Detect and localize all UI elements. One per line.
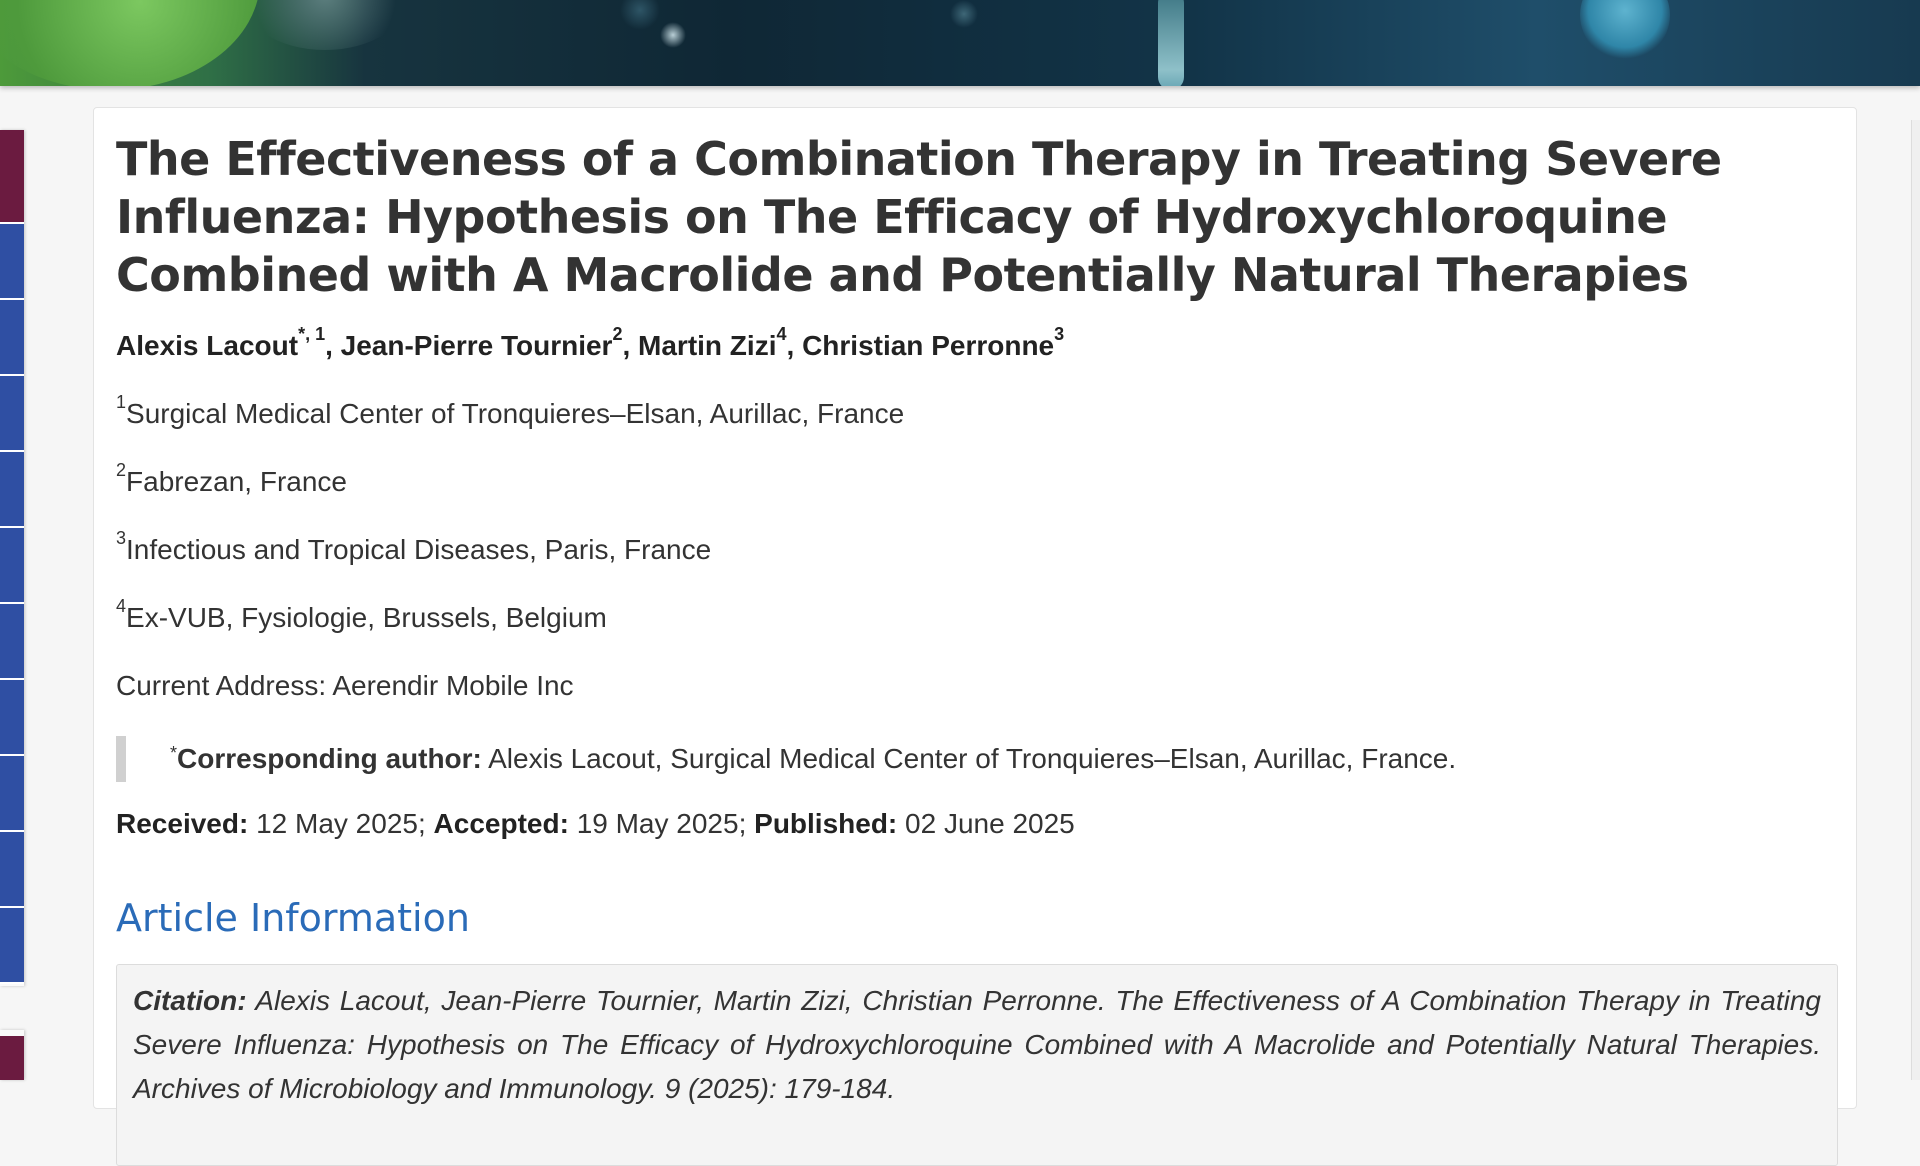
published-date: 02 June 2025 <box>905 808 1075 839</box>
sidebar-tab[interactable] <box>0 832 24 908</box>
affiliation <box>116 392 905 430</box>
affiliation-text: Fabrezan, France <box>126 466 348 497</box>
accepted-label: Accepted: <box>433 808 569 839</box>
author-superscript: 2 <box>612 324 623 344</box>
left-sidebar-nav <box>0 130 24 986</box>
article-title: The Effectiveness of a Combination Therapy in Treating Severe Influenza: Hypothesis on The Efficacy of Hydroxychloroquine Combined with A Macrolide and Potentially Natural Therapies <box>116 132 1722 302</box>
affiliation-text: Ex-VUB, Fysiologie, Brussels, Belgium <box>126 602 607 633</box>
citation-paragraph <box>133 979 1821 1111</box>
affiliation <box>116 596 607 634</box>
author-name[interactable]: Alexis Lacout <box>116 330 299 361</box>
sidebar-tab[interactable] <box>0 224 24 300</box>
affiliation-text: Infectious and Tropical Diseases, Paris, France <box>126 534 712 565</box>
sidebar-tab[interactable] <box>0 604 24 680</box>
affiliation-number: 3 <box>116 528 127 548</box>
received-label: Received: <box>116 808 249 839</box>
corresponding-text: Alexis Lacout, Surgical Medical Center of Tronquieres–Elsan, Aurillac, France. <box>488 743 1457 774</box>
sidebar-tab[interactable] <box>0 756 24 832</box>
droplet-graphic <box>1158 0 1184 86</box>
affiliation-number: 1 <box>116 392 127 412</box>
received-date: 12 May 2025; <box>256 808 426 839</box>
right-panel-edge <box>1911 120 1920 1080</box>
particle-graphic <box>620 0 660 30</box>
citation-label: Citation: <box>133 985 247 1016</box>
sidebar-tab[interactable] <box>0 300 24 376</box>
author-superscript: 4 <box>776 324 787 344</box>
published-label: Published: <box>754 808 898 839</box>
sidebar-tab[interactable] <box>0 130 24 224</box>
corresponding-star: * <box>170 743 178 763</box>
sidebar-tab[interactable] <box>0 908 24 984</box>
citation-text: Alexis Lacout, Jean-Pierre Tournier, Martin Zizi, Christian Perronne. The Effectiveness of A Combination Therapy in Treating Severe Influenza: Hypothesis on The Efficacy of Hydroxychloroquine Combined with A Macrolide and Potentially Natural Therapies. Archives of Microbiology and Immunology. 9 (2025): 179-184. <box>133 985 1822 1104</box>
author-name[interactable]: Jean-Pierre Tournier <box>340 330 613 361</box>
cell-graphic <box>0 0 260 86</box>
affiliation-number: 4 <box>116 596 127 616</box>
affiliation-number: 2 <box>116 460 127 480</box>
sidebar-tab[interactable] <box>0 376 24 452</box>
sidebar-tab[interactable] <box>0 1036 24 1080</box>
left-sidebar-lower <box>0 1030 24 1080</box>
author-name[interactable]: Christian Perronne <box>802 330 1055 361</box>
virus-graphic <box>1580 0 1670 60</box>
section-heading-article-information: Article Information <box>116 896 470 940</box>
header-banner-image <box>0 0 1920 86</box>
author-name[interactable]: Martin Zizi <box>638 330 777 361</box>
affiliation-text: Surgical Medical Center of Tronquieres–Elsan, Aurillac, France <box>126 398 905 429</box>
cell-graphic <box>240 0 410 50</box>
corresponding-author-block <box>116 736 1456 782</box>
article-card <box>93 107 1857 1109</box>
affiliation <box>116 528 712 566</box>
author-list: Alexis Lacout$^{*, 1}$, Jean-Pierre Tournier$^2$, Martin Zizi$^4$, Christian Perronne$^3$ <box>116 324 1065 361</box>
publication-dates <box>116 808 1075 840</box>
accepted-date: 19 May 2025; <box>576 808 747 839</box>
author-superscript: 3 <box>1054 324 1065 344</box>
corresponding-label: Corresponding author: <box>177 743 482 774</box>
citation-box <box>116 964 1838 1166</box>
particle-graphic <box>950 0 978 28</box>
sidebar-tab[interactable] <box>0 680 24 756</box>
particle-graphic <box>660 22 686 48</box>
sidebar-tab[interactable] <box>0 452 24 528</box>
author-superscript: *, 1 <box>298 324 326 344</box>
affiliation <box>116 460 348 498</box>
sidebar-tab[interactable] <box>0 528 24 604</box>
current-address: Current Address: Aerendir Mobile Inc <box>116 670 574 701</box>
